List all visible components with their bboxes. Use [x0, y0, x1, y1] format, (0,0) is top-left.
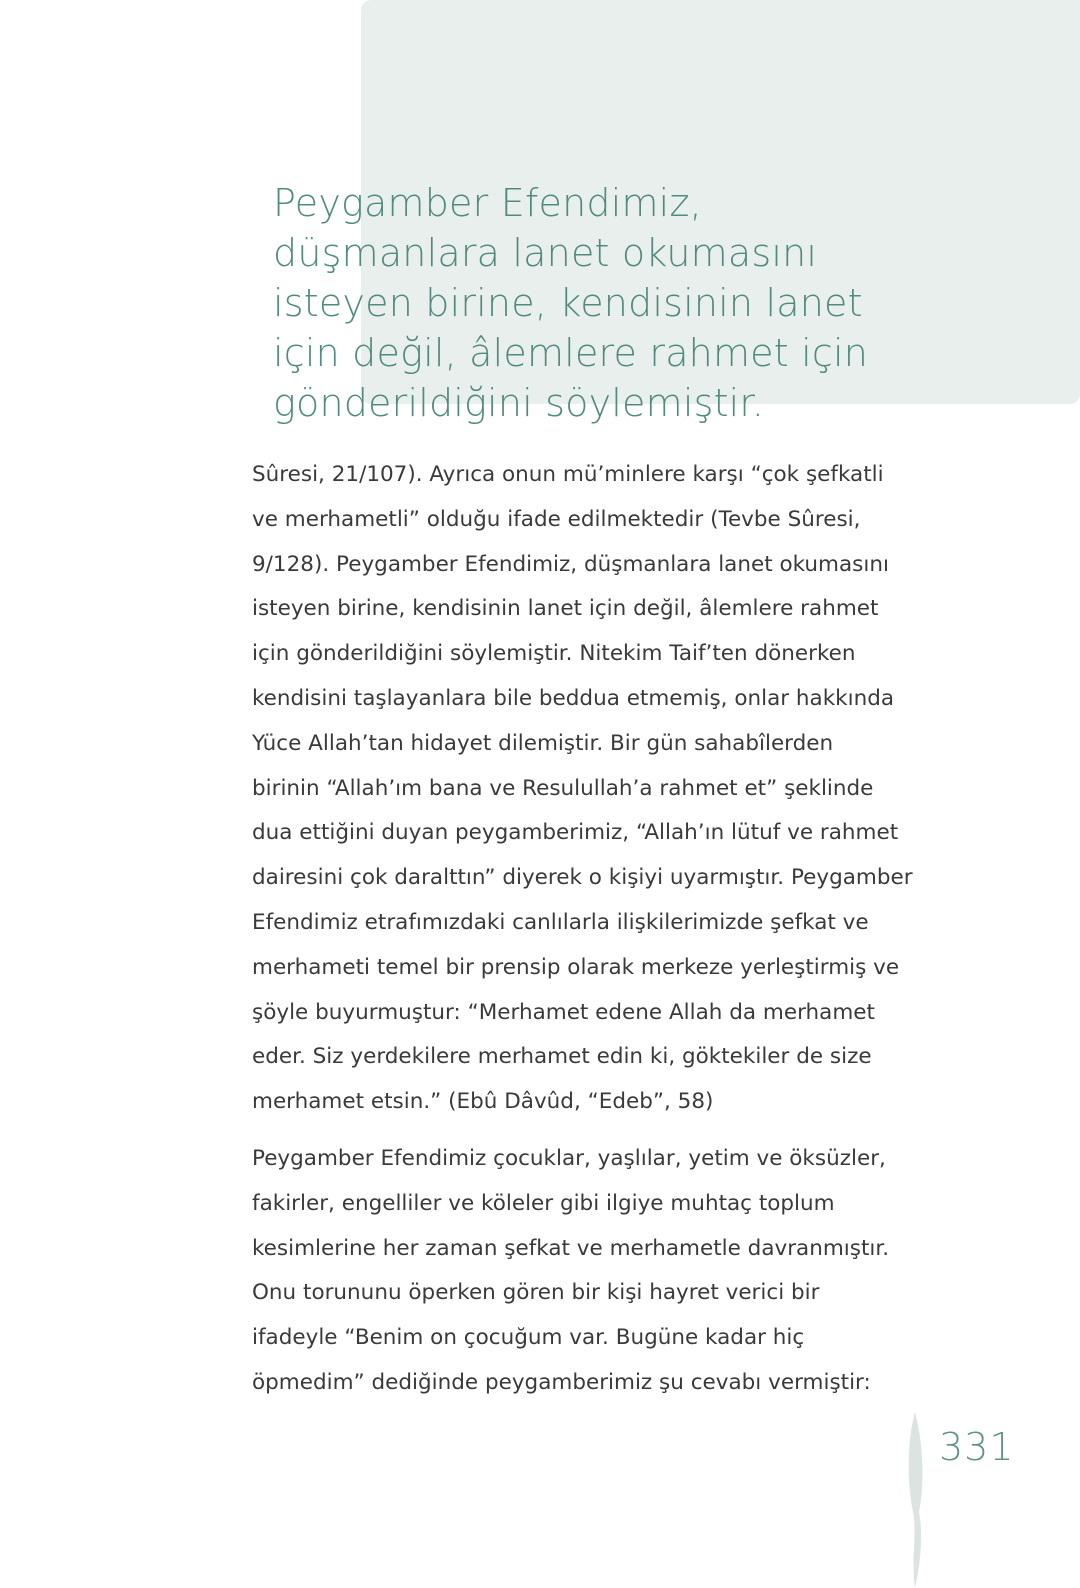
- body-line: öpmedim” dediğinde peygamberimiz şu cevabı vermiştir:: [252, 1369, 871, 1395]
- body-line: Efendimiz etrafımızdaki canlılarla ilişkilerimizde şefkat ve: [252, 909, 869, 935]
- body-line: Peygamber Efendimiz çocuklar, yaşlılar, yetim ve öksüzler,: [252, 1145, 886, 1171]
- body-line: dua ettiğini duyan peygamberimiz, “Allah’ın lütuf ve rahmet: [252, 820, 899, 846]
- page-number: 331: [939, 1425, 1015, 1469]
- pull-quote: [273, 178, 893, 428]
- body-line: Onu torununu öperken gören bir kişi hayret verici bir: [252, 1280, 820, 1306]
- body-line: fakirler, engelliler ve köleler gibi ilgiye muhtaç toplum: [252, 1190, 835, 1216]
- pull-quote-line: isteyen birine, kendisinin lanet: [273, 281, 863, 325]
- body-line: 9/128). Peygamber Efendimiz, düşmanlara lanet okumasını: [252, 551, 889, 577]
- body-line: dairesini çok daralttın” diyerek o kişiyi uyarmıştır. Peygamber: [252, 865, 913, 891]
- body-line: eder. Siz yerdekilere merhamet edin ki, göktekiler de size: [252, 1044, 872, 1070]
- body-line: kendisini taşlayanlara bile beddua etmemiş, onlar hakkında: [252, 685, 895, 711]
- body-line: birinin “Allah’ım bana ve Resulullah’a rahmet et” şeklinde: [252, 775, 874, 801]
- body-line: için gönderildiğini söylemiştir. Nitekim Taif’ten dönerken: [252, 641, 856, 667]
- paragraph-2: [252, 1137, 902, 1406]
- paragraph-1: [252, 453, 913, 1125]
- body-line: kesimlerine her zaman şefkat ve merhametle davranmıştır.: [252, 1235, 890, 1261]
- pull-quote-line: Peygamber Efendimiz,: [273, 181, 702, 225]
- pull-quote-line: gönderildiğini söylemiştir.: [273, 381, 765, 425]
- body-line: Sûresi, 21/107). Ayrıca onun mü’minlere karşı “çok şefkatli: [252, 462, 884, 487]
- body-line: merhamet etsin.” (Ebû Dâvûd, “Edeb”, 58): [252, 1089, 714, 1115]
- body-line: şöyle buyurmuştur: “Merhamet edene Allah da merhamet: [252, 999, 875, 1025]
- body-text: [252, 453, 913, 1406]
- page-marker-ornament: [905, 1412, 925, 1588]
- pull-quote-line: düşmanlara lanet okumasını: [273, 231, 818, 275]
- pull-quote-line: için değil, âlemlere rahmet için: [273, 331, 869, 375]
- body-line: Yüce Allah’tan hidayet dilemiştir. Bir gün sahabîlerden: [252, 730, 834, 756]
- body-line: isteyen birine, kendisinin lanet için değil, âlemlere rahmet: [252, 596, 879, 622]
- body-line: merhameti temel bir prensip olarak merkeze yerleştirmiş ve: [252, 954, 900, 980]
- body-line: ifadeyle “Benim on çocuğum var. Bugüne kadar hiç: [252, 1325, 805, 1351]
- paragraph-spacer: [252, 1125, 902, 1137]
- body-line: ve merhametli” olduğu ifade edilmektedir (Tevbe Sûresi,: [252, 506, 861, 532]
